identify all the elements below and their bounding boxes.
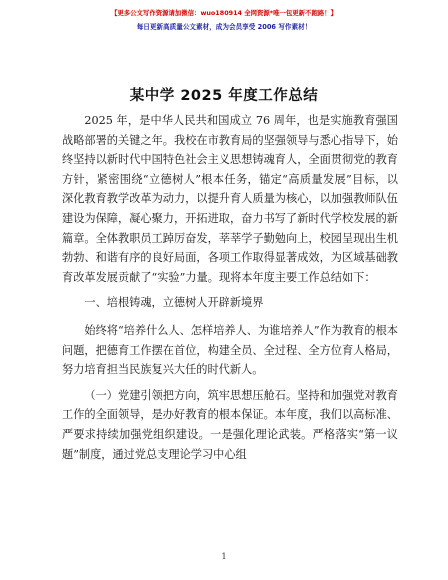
section-paragraph: 始终将“培养什么人、怎样培养人、为谁培养人”作为教育的根本问题，把德育工作摆在首位，构建全员、全过程、全方位育人格局，努力培育担当民族复兴大任的时代新人。: [62, 323, 398, 377]
promo-banner-sub: 每日更新高质量公文素材，成为会员享受 2006 写作素材！: [136, 23, 312, 31]
intro-paragraph: 2025 年，是中华人民共和国成立 76 周年，也是实施教育强国战略部署的关键之年。我校在市教育局的坚强领导与悉心指导下，始终坚持以新时代中国特色社会主义思想铸魂育人，全面贯彻党的教育方针，紧密围绕“立德树人”根本任务，锚定“高质量发展”目标，以深化教育教学改革为动力，以提升育人质量为核心，以加强教师队伍建设为保障，凝心聚力，开拓进取，奋力书写了新时代学校发展的新篇章。全体教职员工踔厉奋发，莘莘学子勤勉向上，校园呈现出生机勃勃、和谐有序的良好局面，各项工作取得显著成效，为区域基础教育改革发展贡献了“实验”力量。现将本年度主要工作总结如下：: [62, 114, 398, 284]
document-body: [62, 111, 398, 470]
section-heading: 一、培根铸魂，立德树人开辟新境界: [84, 296, 264, 310]
page-number: 1: [221, 552, 227, 561]
subsection-paragraph: （一）党建引领把方向，筑牢思想压舱石。坚持和加强党对教育工作的全面领导，是办好教育的根本保证。本年度，我们以高标准、严要求持续加强党组织建设。一是强化理论武装。严格落实“第一议题”制度，通过党总支理论学习中心组: [62, 388, 398, 461]
document-title: 某中学 2025 年度工作总结: [129, 88, 319, 104]
promo-banner-top: 【更多公文写作资源请加微信：wuo180914 全网资源*唯一包更新不跑路！】: [110, 9, 338, 17]
